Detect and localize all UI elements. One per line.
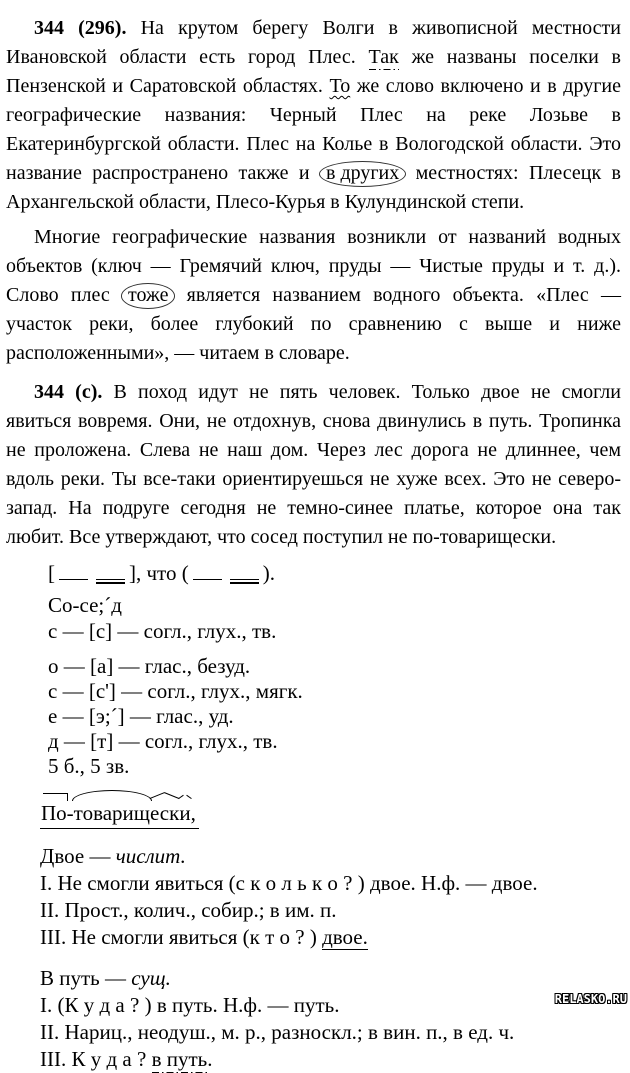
paragraph-text: На крутом берегу Волги в живописной местности Ивановской области есть город Плес. bbox=[6, 17, 621, 68]
comma: , bbox=[190, 801, 196, 825]
phonetic-line: д — [т] — согл., глух., тв. bbox=[48, 729, 278, 753]
word-analysis-v-put bbox=[40, 965, 621, 1073]
morpheme-suffix: еск bbox=[149, 801, 180, 825]
marked-word-to: То bbox=[329, 75, 351, 97]
phonetic-line: с — [с] — согл., глух., тв. bbox=[48, 619, 277, 643]
analysis-step-1: I. (К у д а ? ) в путь. Н.ф. — путь. bbox=[40, 993, 340, 1017]
paragraph-text: Многие географические названия возникли от названий водных объектов (ключ — Гремячий ключ, пруды — Чистые пруды и т. д.). Слово плес bbox=[6, 226, 621, 306]
circled-phrase-v-drugikh: в других bbox=[319, 161, 406, 187]
paragraph-text: местностях: Плесецк в Архангельской области, Плесо-Курья в Кулундинской степи. bbox=[6, 162, 621, 213]
phonetic-line: с — [с'] — согл., глух., мягк. bbox=[48, 679, 303, 703]
predicate-line-blank bbox=[230, 566, 259, 580]
morpheme-hyphen: - bbox=[66, 801, 74, 825]
predicate-line-blank bbox=[96, 566, 125, 580]
exercise-number-344-296: 344 (296). bbox=[34, 17, 127, 39]
exercise-number-344-s: 344 (с). bbox=[34, 381, 103, 403]
analysis-headline bbox=[40, 965, 621, 992]
paragraph-exercise-344-296 bbox=[6, 14, 621, 217]
marked-word-tak: Так bbox=[368, 46, 399, 68]
paragraph-text: же слово включено и в другие географические названия: Черный Плес на реке Лозьве в Екатеринбургской области. Плес на Колье в Вологодской области. Это название распространено также и bbox=[6, 75, 621, 184]
analysis-step-3-text: III. Не смогли явиться (к т о ? ) bbox=[40, 925, 323, 949]
underlined-subject-dvoe: двое. bbox=[322, 925, 368, 949]
analysis-step-3 bbox=[40, 924, 621, 951]
analysis-step-2: II. Нариц., неодуш., м. р., разноскл.; в вин. п., в ед. ч. bbox=[40, 1020, 515, 1044]
subject-line-blank bbox=[59, 566, 88, 580]
word-po-tovarishcheski bbox=[40, 801, 199, 829]
morpheme-ending: и bbox=[179, 801, 191, 825]
analysis-step-1: I. Не смогли явиться (с к о л ь к о ? ) двое. Н.ф. — двое. bbox=[40, 871, 538, 895]
paragraph-text: же названы поселки в Пензенской и Саратовской областях. bbox=[6, 46, 622, 97]
paragraph-text: является названием водного объекта. «Плес — участок реки, более глубокий по сравнению с выше и ниже расположенными», — читаем в словаре. bbox=[6, 284, 621, 364]
underlined-adverbial-v-put: в путь bbox=[151, 1047, 208, 1071]
dash: — bbox=[99, 966, 132, 990]
part-of-speech: числит. bbox=[115, 844, 186, 868]
morpheme-prefix: По bbox=[41, 801, 67, 825]
phonetic-letters-sounds-count: 5 б., 5 зв. bbox=[48, 754, 130, 778]
morpheme-root: товарищ bbox=[73, 801, 150, 825]
period: . bbox=[207, 1047, 213, 1071]
circled-word-tozhe: тоже bbox=[121, 283, 175, 309]
analysis-step-3-text: III. К у д а ? bbox=[40, 1047, 152, 1071]
analysis-step-3 bbox=[40, 1046, 621, 1073]
analysis-word: Двое bbox=[40, 844, 85, 868]
scheme-open-bracket: [ bbox=[48, 561, 55, 585]
analysis-step-2: II. Прост., колич., собир.; в им. п. bbox=[40, 898, 337, 922]
paragraph-text: В поход идут не пять человек. Только двое не смогли явиться вовремя. Они, не отдохнув, снова двинулись в путь. Тропинка не проложена. Слева не наш дом. Через лес дорога не длиннее, чем вдоль реки. Ты все-таки ориентируешься не хуже всех. Это не северо-запад. На подруге сегодня не темно-синее платье, которое она так любит. Все утверждают, что сосед поступил не по-товарищески. bbox=[6, 381, 621, 548]
paragraph-geographic-names bbox=[6, 223, 621, 368]
phonetic-line: е — [э;´] — глас., уд. bbox=[48, 704, 234, 728]
analysis-headline bbox=[40, 843, 621, 870]
phonetic-line: о — [а] — глас., безуд. bbox=[48, 654, 251, 678]
morpheme-analysis-line bbox=[40, 801, 621, 829]
phonetic-headword: Со-се;´д bbox=[48, 593, 122, 617]
analysis-word: В путь bbox=[40, 966, 100, 990]
part-of-speech: сущ. bbox=[131, 966, 171, 990]
scheme-middle: ], что ( bbox=[129, 561, 189, 585]
sentence-scheme bbox=[48, 558, 621, 588]
scheme-close: ). bbox=[262, 561, 275, 585]
relasko-watermark: RELASKO.RU bbox=[554, 992, 627, 1006]
dash: — bbox=[84, 844, 116, 868]
subject-line-blank bbox=[193, 566, 222, 580]
paragraph-exercise-344-s bbox=[6, 378, 621, 552]
word-analysis-dvoe bbox=[40, 843, 621, 951]
